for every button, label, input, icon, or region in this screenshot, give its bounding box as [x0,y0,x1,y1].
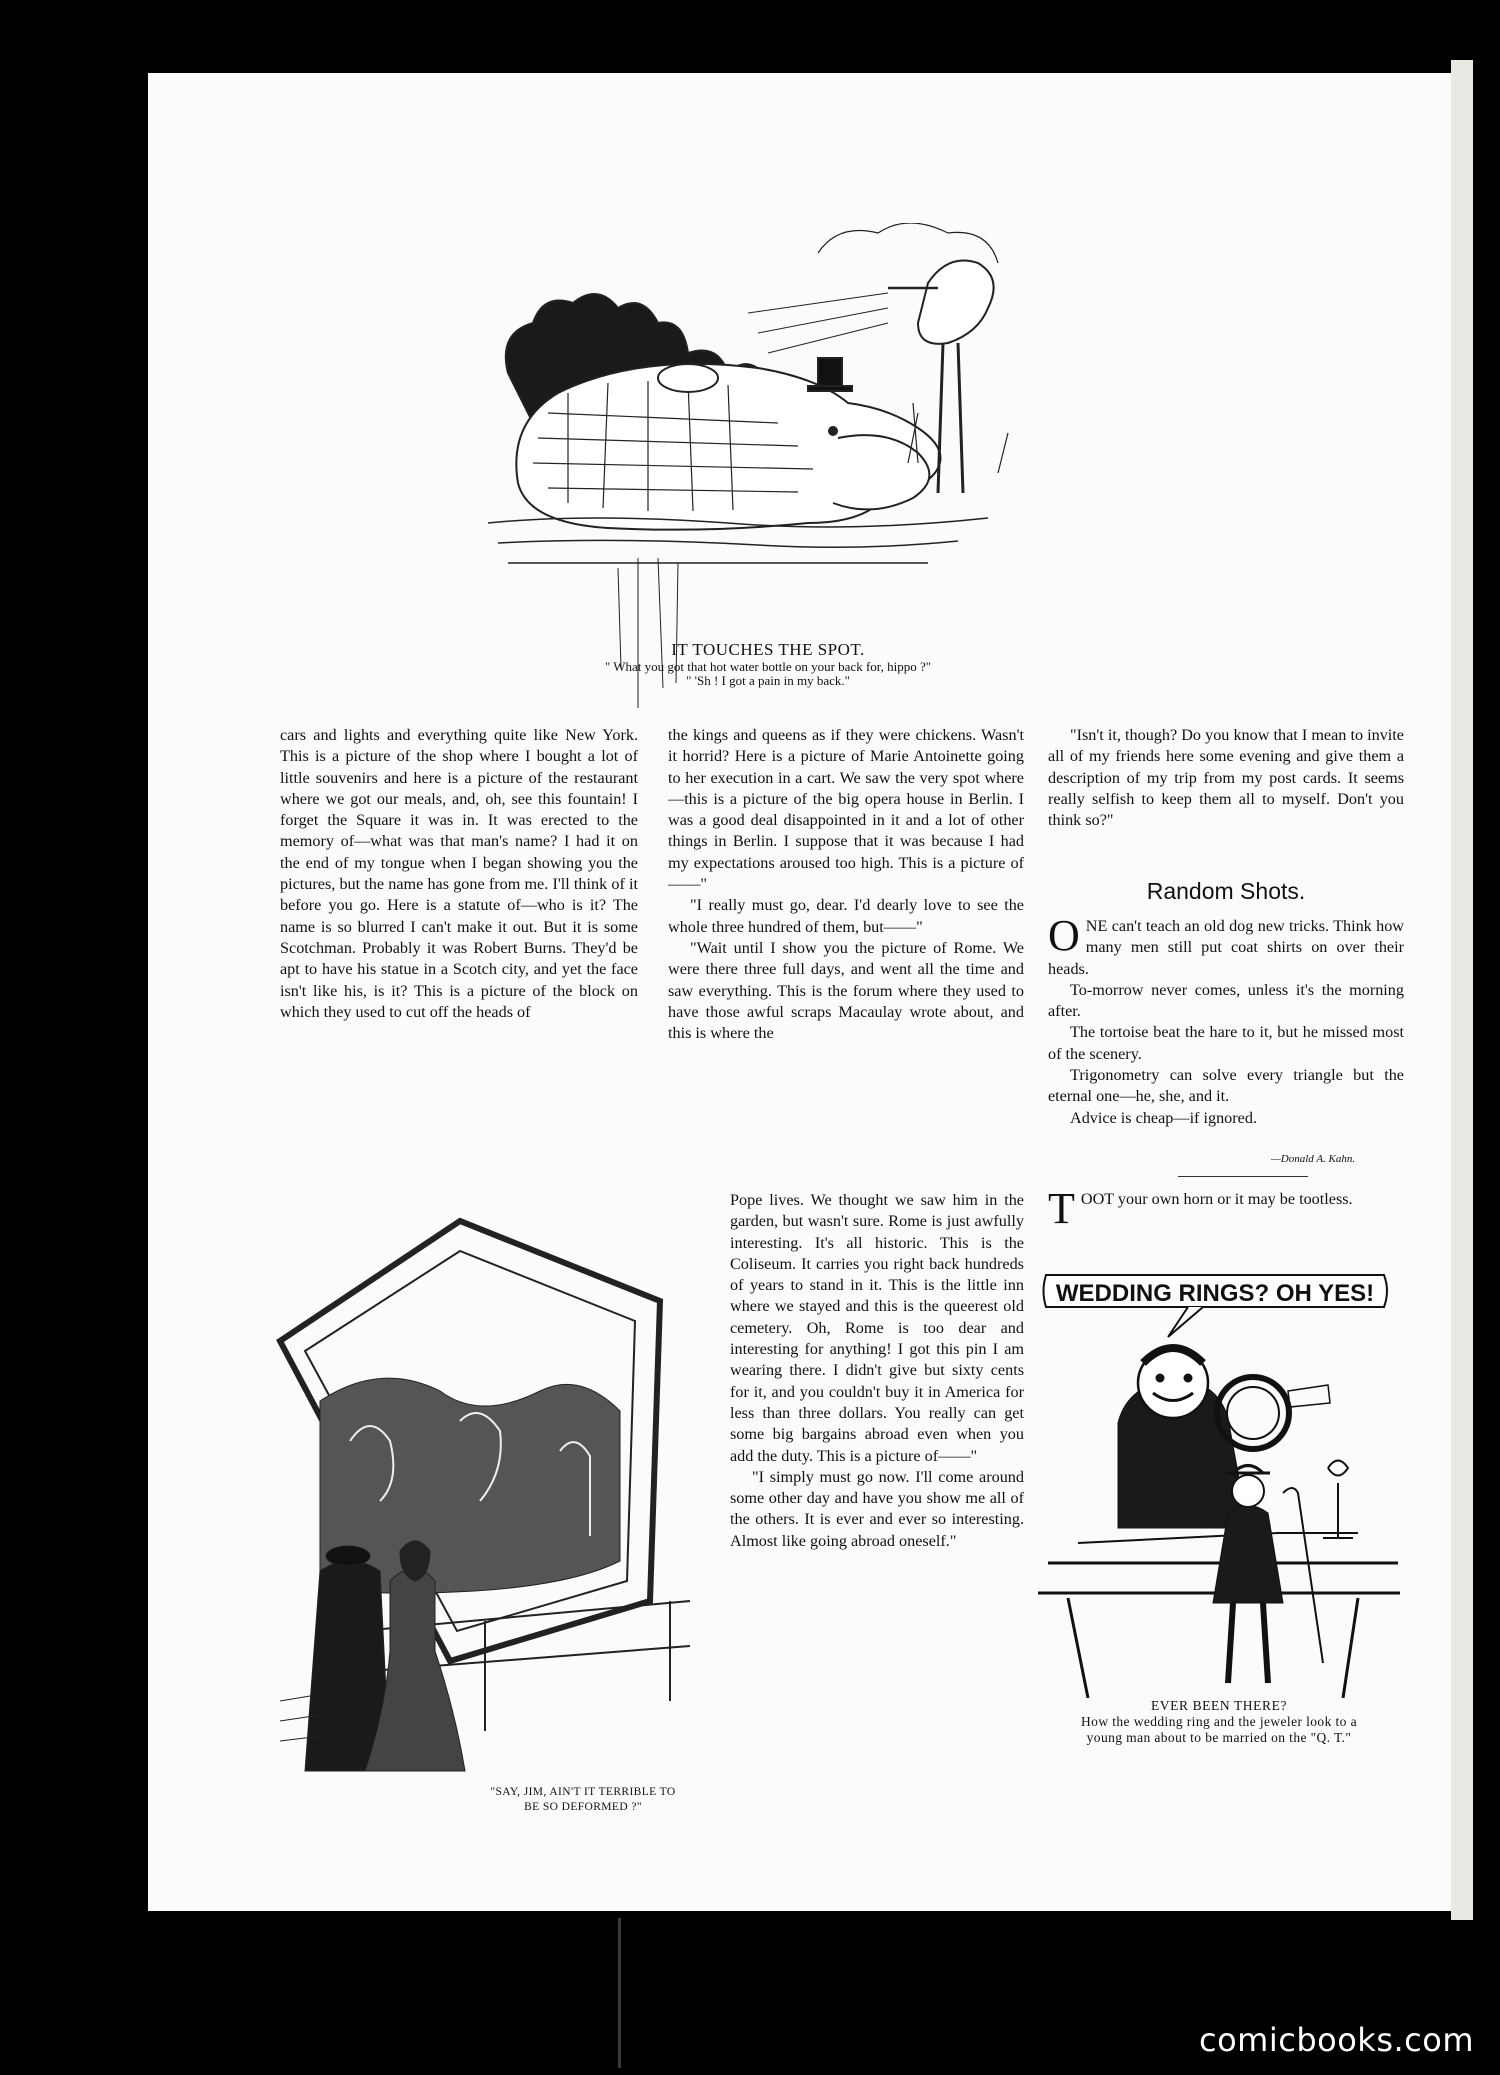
random-shots-item-1 [1048,911,1404,980]
gallery-couple-caption [448,1785,718,1815]
article-column-2 [668,725,1024,1044]
column-2-paragraph-1: the kings and queens as if they were chickens. Wasn't it horrid? Here is a picture of Marie Antoinette going to her execution in a cart. We saw the very spot where—this is a picture of the big opera house in Berlin. I was a good deal disappointed in it and a lot of other things in Berlin. I suppose that it was because I had my expectations aroused too high. This is a picture of——" [668,726,1024,894]
column-2-paragraph-4: Pope lives. We thought we saw him in the garden, but wasn't sure. Rome is just awfully interesting. It's all historic. This is the Coliseum. It carries you right back hundreds of years to stand in it. This is the little inn where we stayed and this is the queerest old cemetery. Oh, Rome is too dear and interesting for anything! I got this pin I am wearing there. I didn't give but sixty cents for it, and you couldn't buy it in America for less than three dollars. You really can get some big bargains abroad even when you add the duty. This is a picture of——" [730,1191,1024,1465]
scan-dark-edge [1473,55,1500,1925]
random-shots-item-2: To-morrow never comes, unless it's the morning after. [1048,980,1404,1021]
scan-binding-line [618,1918,621,2068]
toot-text: OOT your own horn or it may be tootless. [1080,1190,1353,1208]
wedding-rings-caption-line-1: How the wedding ring and the jeweler look to a [1081,1714,1357,1729]
random-shots-item-4: Trigonometry can solve every triangle but the eternal one—he, she, and it. [1048,1066,1404,1106]
article-column-2-lower [730,1190,1024,1552]
next-page-edge [1451,60,1473,1920]
random-shots-item-1-text: NE can't teach an old dog new tricks. Think how many men still put coat shirts on over their heads. [1048,917,1404,978]
toot-dropcap: T [1048,1184,1075,1233]
random-shots-dropcap: O [1048,911,1080,960]
random-shots-item-3: The tortoise beat the hare to it, but he missed most of the scenery. [1048,1023,1404,1063]
column-2-paragraph-3: "Wait until I show you the picture of Rome. We were there three full days, and went all the time and saw everything. This is the forum where they used to have those awful scraps Macaulay wrote about, and this is where the [668,938,1024,1043]
hippo-cartoon-illustration [488,223,1048,711]
article-column-1 [280,725,638,1023]
gallery-couple-caption-line-1: "SAY, JIM, AIN'T IT TERRIBLE TO [490,1786,676,1798]
section-divider [1178,1176,1308,1177]
magazine-page [148,73,1451,1911]
gallery-couple-illustration [260,1201,720,1791]
hippo-cartoon-caption [488,640,1048,689]
random-shots-heading: Random Shots. [1146,878,1306,904]
hippo-cartoon-title: IT TOUCHES THE SPOT. [671,640,865,659]
wedding-rings-banner-text: WEDDING RINGS? OH YES! [1055,1280,1375,1307]
wedding-rings-illustration [1038,1263,1400,1698]
wedding-rings-caption-line-2: young man about to be married on the "Q. T." [1086,1730,1352,1745]
gallery-couple-caption-line-2: BE SO DEFORMED ?" [524,1801,642,1813]
hippo-cartoon-dialogue-2: " 'Sh ! I got a pain in my back." [686,673,850,689]
wedding-rings-caption [1038,1698,1400,1746]
article-column-3 [1048,725,1404,831]
hippo-cartoon-dialogue-1: " What you got that hot water bottle on your back for, hippo ?" [604,658,932,674]
column-2-paragraph-5: "I simply must go now. I'll come around some other day and have you show me all of the others. It is ever and ever so interesting. Almost like going abroad oneself." [730,1467,1024,1550]
random-shots-section [1048,911,1404,1129]
wedding-rings-title: EVER BEEN THERE? [1150,1698,1288,1713]
column-3-paragraph: "Isn't it, though? Do you know that I mean to invite all of my friends here some evening and give them a description of my trip from my post cards. It seems really selfish to keep them all to myself. Don't you think so?" [1048,726,1404,830]
watermark-brand: comicbooks.com [1198,2021,1474,2059]
random-shots-credit: —Donald A. Kahn. [1271,1153,1356,1165]
column-2-paragraph-2: "I really must go, dear. I'd dearly love to see the whole three hundred of them, but——" [668,896,1024,936]
random-shots-item-5: Advice is cheap—if ignored. [1070,1108,1257,1127]
column-1-paragraph: cars and lights and everything quite like New York. This is a picture of the shop where I bought a lot of little souvenirs and here is a picture of the restaurant where we got our meals, and, oh, see this fountain! I forget the Square it was in. It was erected to the memory of—what was that man's name? I had it on the end of my tongue when I began showing you the pictures, but the name has gone from me. I'll think of it before you go. Here is a statute of—who is it? The name is so blurred I can't make it out. But it is some Scotchman. Probably it was Robert Burns. They'd be apt to have his statue in a Scotch city, and yet the face isn't like his, is it? This is a picture of the block on which they used to cut off the heads of [280,726,638,1021]
toot-item [1048,1184,1404,1233]
